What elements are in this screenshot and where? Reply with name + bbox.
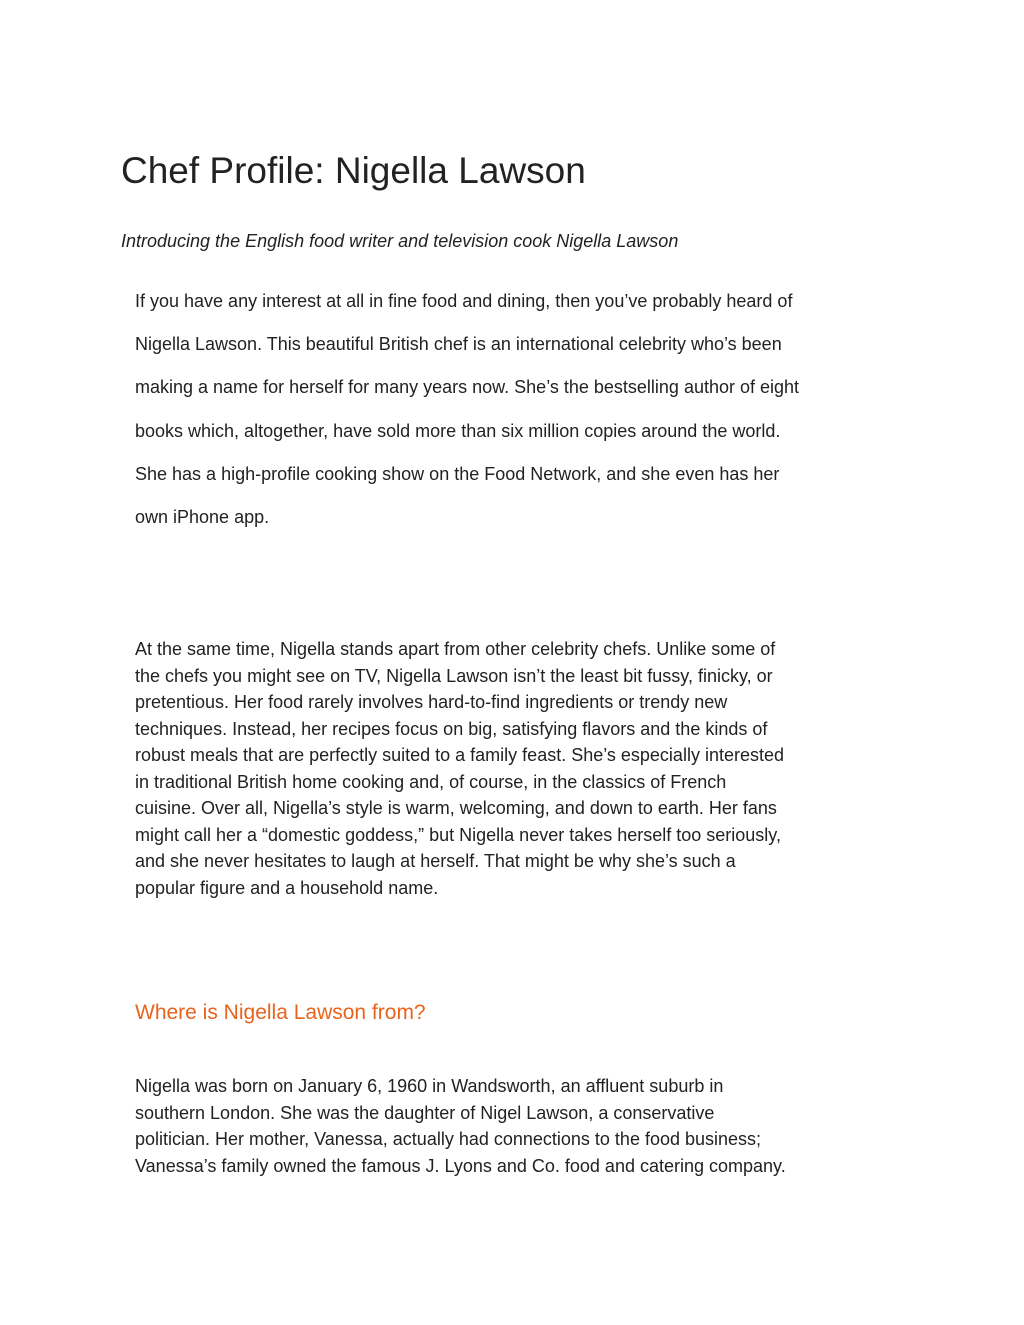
intro-line: Nigella Lawson. This beautiful British chef is an international celebrity who’s been	[135, 334, 782, 355]
style-line: cuisine. Over all, Nigella’s style is warm, welcoming, and down to earth. Her fans	[135, 798, 777, 818]
style-line: At the same time, Nigella stands apart from other celebrity chefs. Unlike some of	[135, 639, 776, 659]
intro-line: books which, altogether, have sold more than six million copies around the world.	[135, 420, 781, 441]
intro-line: own iPhone app.	[135, 507, 270, 528]
intro-line: She has a high-profile cooking show on the Food Network, and she even has her	[135, 463, 780, 484]
origin-line: southern London. She was the daughter of Nigel Lawson, a conservative	[135, 1102, 715, 1123]
origin-line: Vanessa’s family owned the famous J. Lyons and Co. food and catering company.	[135, 1155, 786, 1176]
page-subtitle: Introducing the English food writer and television cook Nigella Lawson	[121, 231, 679, 251]
page-title: Chef Profile: Nigella Lawson	[121, 150, 586, 191]
origin-line: politician. Her mother, Vanessa, actually had connections to the food business;	[135, 1129, 762, 1149]
style-paragraph	[135, 636, 875, 901]
style-line: pretentious. Her food rarely involves hard-to-find ingredients or trendy new	[135, 692, 728, 712]
style-line: and she never hesitates to laugh at herself. That might be why she’s such a	[135, 851, 736, 871]
style-line: techniques. Instead, her recipes focus on big, satisfying flavors and the kinds of	[135, 718, 768, 739]
style-line: popular figure and a household name.	[135, 877, 439, 898]
style-line: in traditional British home cooking and, of course, in the classics of French	[135, 771, 727, 792]
intro-paragraph	[135, 280, 885, 539]
origin-paragraph	[135, 1073, 875, 1179]
intro-line: making a name for herself for many years now. She’s the bestselling author of eight	[135, 377, 800, 398]
intro-line: If you have any interest at all in fine food and dining, then you’ve probably heard of	[135, 291, 793, 311]
style-line: robust meals that are perfectly suited to a family feast. She’s especially interested	[135, 745, 784, 765]
style-line: might call her a “domestic goddess,” but Nigella never takes herself too seriously,	[135, 824, 781, 845]
origin-line: Nigella was born on January 6, 1960 in Wandsworth, an affluent suburb in	[135, 1076, 724, 1096]
style-line: the chefs you might see on TV, Nigella Lawson isn’t the least bit fussy, finicky, or	[135, 665, 773, 686]
section-heading: Where is Nigella Lawson from?	[135, 1001, 426, 1024]
